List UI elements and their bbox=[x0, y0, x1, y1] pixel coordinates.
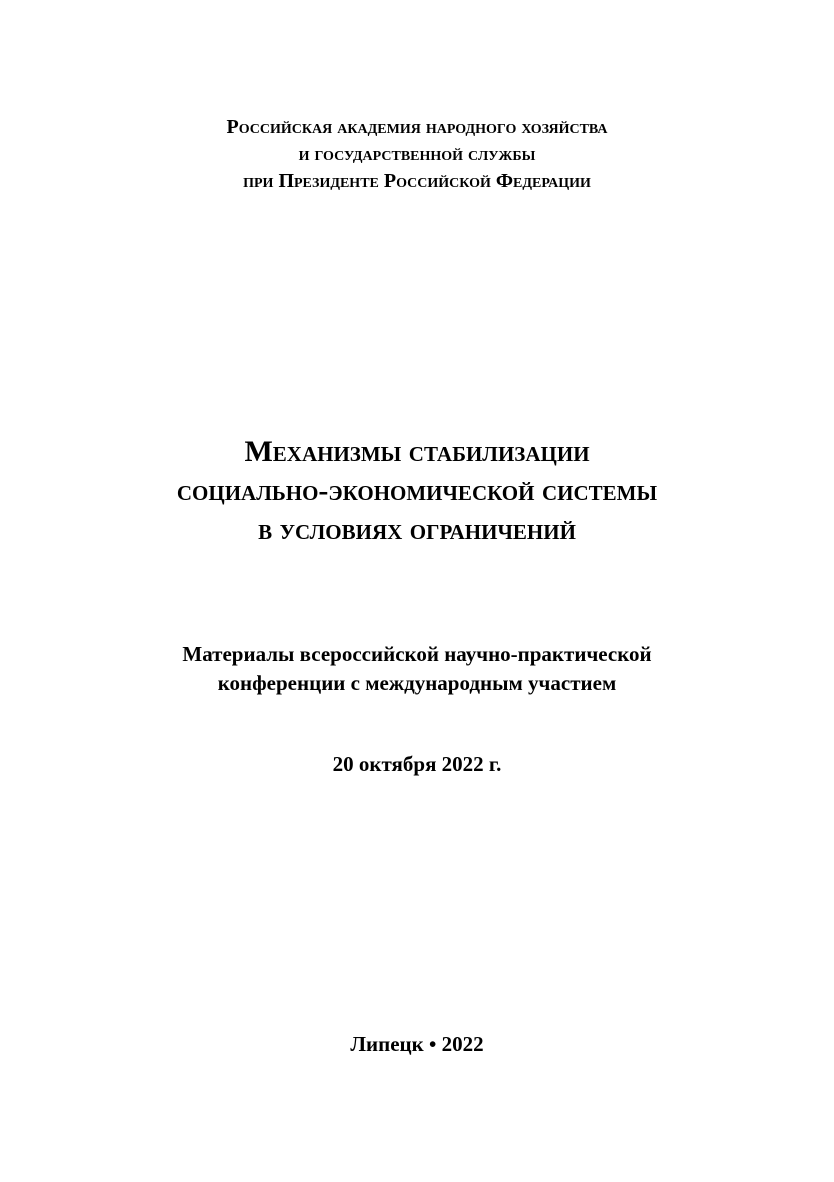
document-title bbox=[0, 432, 834, 549]
conference-date bbox=[0, 750, 834, 779]
institution-name bbox=[0, 114, 834, 195]
title-line-3: в условиях ограничений bbox=[258, 513, 576, 546]
subtitle-line-2: конференции с международным участием bbox=[217, 671, 617, 695]
document-subtitle bbox=[0, 640, 834, 698]
institution-line-2: и государственной службы bbox=[298, 143, 536, 165]
title-line-2: социально-экономической системы bbox=[176, 474, 658, 507]
imprint-text: Липецк • 2022 bbox=[350, 1032, 484, 1056]
imprint bbox=[0, 1030, 834, 1059]
institution-line-3: при Президенте Российской Федерации bbox=[243, 170, 591, 192]
subtitle-line-1: Материалы всероссийской научно-практической bbox=[182, 642, 652, 666]
institution-line-1: Российская академия народного хозяйства bbox=[226, 116, 608, 138]
date-text: 20 октября 2022 г. bbox=[332, 752, 502, 776]
title-line-1: Механизмы стабилизации bbox=[244, 435, 590, 468]
